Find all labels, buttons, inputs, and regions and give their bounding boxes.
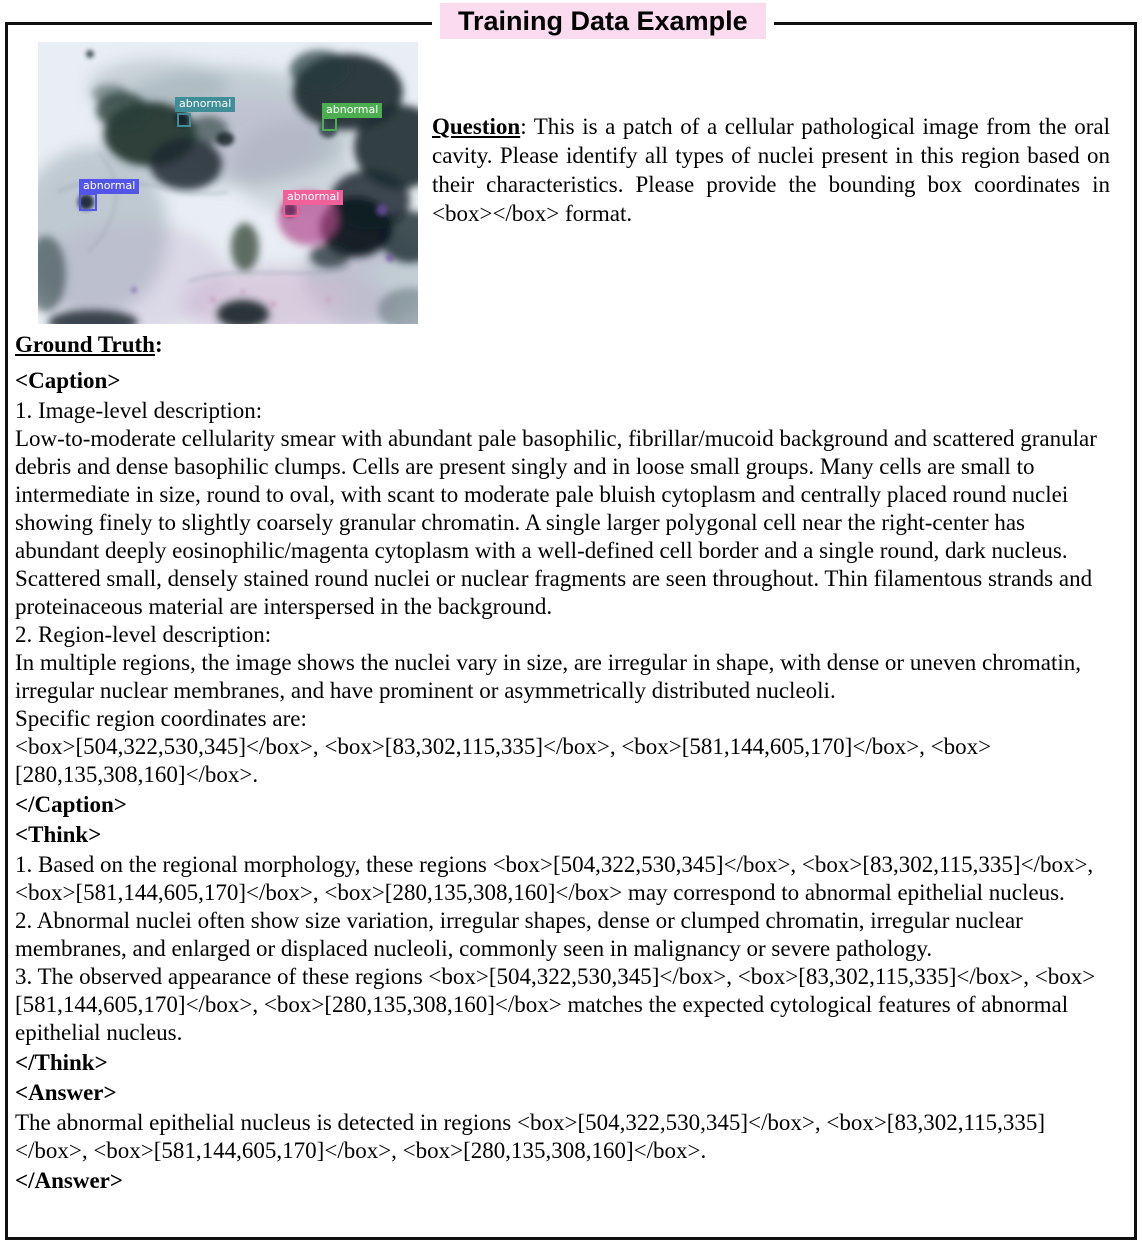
caption-close-tag: </Caption> [15, 792, 127, 817]
think-paragraph: 2. Abnormal nuclei often show size variation, irregular shapes, dense or clumped chromatin, irregular nuclear membranes, and enlarged or displaced nucleoli, commonly seen in malignancy or severe pathology. [15, 908, 1023, 961]
bbox-rect [79, 193, 97, 211]
caption-paragraph: Specific region coordinates are: [15, 706, 307, 731]
ground-truth-label: Ground Truth [15, 332, 155, 357]
bbox-label: abnormal [283, 190, 343, 205]
bbox-rect [322, 117, 337, 131]
bbox-label: abnormal [79, 179, 139, 194]
question-text: : This is a patch of a cellular pathological image from the oral cavity. Please identify all types of nuclei present in this region based on their characteristics. Please provide the bounding box coordinates in <box></box> format. [432, 114, 1110, 226]
title-banner [440, 3, 766, 39]
ground-truth-colon: : [154, 332, 163, 357]
answer-paragraph: The abnormal epithelial nucleus is detected in regions <box>[504,322,530,345]</box>, <box>[83,302,115,335]</box>, <box>[581,144,605,170]</box>, <box>[280,135,308,160]</box>. [15, 1110, 1046, 1163]
bbox-rect [177, 113, 191, 127]
caption-paragraph: In multiple regions, the image shows the nuclei vary in size, are irregular in shape, with dense or uneven chromatin, irregular nuclear membranes, and have prominent or asymmetrically distributed nucleoli. [15, 650, 1081, 703]
caption-paragraph: 2. Region-level description: [15, 622, 272, 647]
title-banner-wrap [432, 3, 774, 39]
think-paragraph: 3. The observed appearance of these regions <box>[504,322,530,345]</box>, <box>[83,302,115,335]</box>, <box>[581,144,605,170]</box>, <box>[280,135,308,160]</box> matches the expected cytological features of abnormal epithelial nucleus. [15, 964, 1096, 1045]
pathology-image [38, 42, 418, 324]
answer-open-tag: <Answer> [15, 1080, 117, 1105]
ground-truth-block [15, 331, 1115, 1197]
question-block [432, 112, 1110, 228]
bbox-label: abnormal [175, 97, 235, 112]
bbox-label: abnormal [322, 103, 382, 118]
think-paragraph: 1. Based on the regional morphology, these regions <box>[504,322,530,345]</box>, <box>[83,302,115,335]</box>, <box>[581,144,605,170]</box>, <box>[280,135,308,160]</box> may correspond to abnormal epithelial nucleus. [15, 852, 1094, 905]
caption-paragraph: <box>[504,322,530,345]</box>, <box>[83,302,115,335]</box>, <box>[581,144,605,170]</box>, <box>[280,135,308,160]</box>. [15, 734, 992, 787]
ground-truth-heading [15, 331, 1115, 359]
question-label: Question [432, 114, 521, 139]
caption-paragraph: Low-to-moderate cellularity smear with abundant pale basophilic, fibrillar/mucoid background and scattered granular debris and dense basophilic clumps. Cells are present singly and in loose small groups. Many cells are small to intermediate in size, round to oval, with scant to moderate pale bluish cytoplasm and centrally placed round nuclei showing finely to slightly coarsely granular chromatin. A single larger polygonal cell near the right-center has abundant deeply eosinophilic/magenta cytoplasm with a well-defined cell border and a single round, dark nucleus. Scattered small, densely stained round nuclei or nuclear fragments are seen throughout. Thin filamentous strands and proteinaceous material are interspersed in the background. [15, 426, 1097, 619]
think-close-tag: </Think> [15, 1050, 108, 1075]
bbox-rect [283, 203, 299, 217]
figure-title: Training Data Example [458, 6, 748, 36]
caption-open-tag: <Caption> [15, 368, 121, 393]
caption-paragraph: 1. Image-level description: [15, 398, 263, 423]
think-open-tag: <Think> [15, 822, 102, 847]
answer-close-tag: </Answer> [15, 1168, 123, 1193]
